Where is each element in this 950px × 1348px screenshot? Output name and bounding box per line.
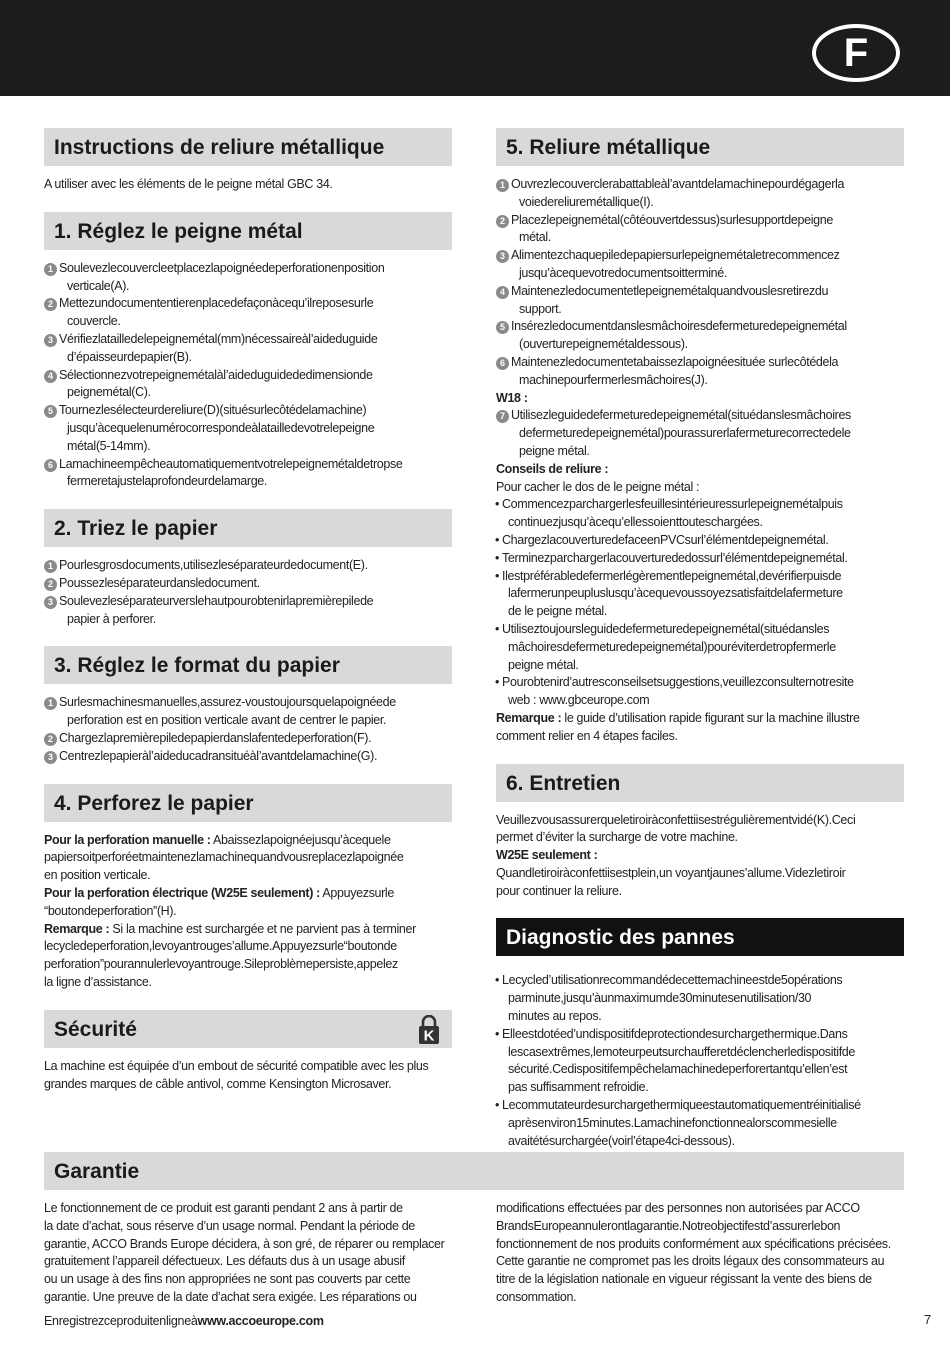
step-text: Soulevezleséparateurverslehautpourobtenirlapremièrepilede	[59, 593, 374, 608]
bullet-text: web : www.gbceurope.com	[508, 693, 650, 708]
numbered-step	[44, 367, 452, 403]
step-text: peigne métal.	[519, 443, 590, 458]
garantie-left-text	[44, 1200, 452, 1307]
bullet-text: • ChargezlacouverturedefaceenPVCsurl’élémentdepeignemétal.	[502, 532, 829, 547]
bullet-text: • Ilestpréférabledefermerlégèrementlepeignemétal,devérifierpuisde	[502, 568, 842, 583]
step-number-icon: 4	[496, 286, 509, 299]
svg-text:K: K	[423, 1027, 435, 1045]
step-list	[496, 176, 904, 390]
numbered-step	[44, 730, 452, 748]
section-heading: 1. Réglez le peigne métal	[44, 212, 452, 250]
bullet-text: • Pourobtenird’autresconseilsetsuggestions,veuillezconsulternotresite	[502, 675, 854, 690]
paragraph: Pour la perforation manuelle : Abaissezlapoignéejusqu’àcequele papiersoitperforéetmaintenezlamachinequandvousreplacezlapoignée en position verticale.	[44, 832, 404, 883]
step-number-icon: 6	[496, 357, 509, 370]
numbered-step	[496, 212, 904, 248]
step-text: métal(5-14mm).	[67, 438, 151, 453]
text-line: titre de la législation nationale en vigueur régissant la vente des biens de	[496, 1272, 872, 1287]
step-text: Vérifiezlatailledelepeignemétal(mm)nécessaireàl’aideduguide	[59, 331, 378, 346]
remarque: Remarque : le guide d’utilisation rapide figurant sur la machine illustre comment relier en 4 étapes faciles.	[496, 710, 860, 743]
step-text: Insérezledocumentdanslesmâchoiresdefermeturedepeignemétal	[511, 319, 847, 334]
bullet-text: pas suffisamment refroidie.	[508, 1080, 649, 1095]
numbered-step	[496, 354, 904, 390]
step-text: Soulevezlecouvercleetplacezlapoignéedeperforationenposition	[59, 260, 385, 275]
bullet-list	[496, 972, 904, 1150]
section-6	[496, 764, 904, 901]
text-line: grandes marques de câble antivol, comme Kensington Microsaver.	[44, 1076, 392, 1091]
section-heading: 6. Entretien	[496, 764, 904, 802]
bullet-item	[496, 972, 904, 1025]
step-text: Maintenezledocumentetabaissezlapoignéesituée surlecôtédela	[511, 354, 839, 369]
step-number-icon: 3	[44, 334, 57, 347]
section-5	[496, 128, 904, 746]
language-badge: F	[812, 24, 900, 82]
step-text: machinepourfermerlesmâchoires(J).	[519, 372, 708, 387]
section-1	[44, 212, 452, 491]
step-list	[44, 694, 452, 765]
bullet-list	[496, 496, 904, 710]
numbered-step	[44, 593, 452, 629]
step-number-icon: 2	[496, 215, 509, 228]
bullet-text: • Commencezparchargerlesfeuillesintérieuressurlepeignemétalpuis	[502, 497, 843, 512]
step-text: Ouvrezlecouverclerabattableàl’avantdelamachinepourdégagerla	[511, 177, 845, 191]
conseils-label: Conseils de reliure :	[496, 461, 609, 476]
section-heading: Garantie	[44, 1152, 904, 1190]
bullet-item	[496, 674, 904, 710]
text-line: permet d’éviter la surcharge de votre machine.	[496, 830, 738, 845]
step-text: Tournezlesélecteurdereliure(D)(situésurlecôtédelamachine)	[59, 403, 367, 418]
step-number-icon: 4	[44, 370, 57, 383]
bullet-text: • Lecommutateurdesurchargethermiqueestautomatiquementréinitialisé	[502, 1098, 861, 1113]
numbered-step	[496, 247, 904, 283]
step-text: papier à perforer.	[67, 611, 156, 626]
text-line: fonctionnement de nos produits conformément aux spécifications précisées.	[496, 1236, 891, 1251]
step-number-icon: 2	[44, 578, 57, 591]
bullet-text: lafermerunpeupluslusqu’àcequevoussoyezsatisfaitdelafermeture	[508, 586, 843, 601]
bullet-text: de le peigne métal.	[508, 604, 607, 619]
bullet-item	[496, 496, 904, 532]
bullet-text: mâchoiresdefermeturedepeignemétal)pouréviterdetropfermerle	[508, 639, 836, 654]
section-3	[44, 646, 452, 765]
step-text: Placezlepeignemétal(côtéouvertdessus)surlesupportdepeigne	[511, 212, 833, 227]
bullet-item	[496, 1026, 904, 1097]
text-line: garantie, ACCO Brands Europe décidera, à son gré, de réparer ou remplacer	[44, 1236, 445, 1251]
numbered-step	[44, 331, 452, 367]
numbered-step	[496, 283, 904, 319]
text-line: la date d’achat, sous réserve d’un usage normal. Pendant la période de	[44, 1218, 415, 1233]
bullet-item	[496, 532, 904, 550]
bullet-text: continuezjusqu’àcequ’ellessoienttoutesch​argées.	[508, 515, 763, 530]
step-text: Mettezundocumententierenplacedefaçonàcequ’ilreposesurle	[59, 296, 374, 311]
step-text: Poussezleséparateurdansledocument.	[59, 575, 260, 590]
numbered-step	[44, 694, 452, 730]
top-banner	[0, 0, 950, 96]
text-line: pour continuer la reliure.	[496, 883, 622, 898]
step-text: Maintenezledocumentetlepeignemétalquandvouslesretirezdu	[511, 283, 829, 298]
numbered-step	[496, 318, 904, 354]
text-line: Cette garantie ne compromet pas les droits légaux des consommateurs au	[496, 1254, 885, 1269]
step-text: Sélectionnezvotrepeignemétalàl’aideduguidededimensionde	[59, 367, 373, 382]
section-garantie	[44, 1152, 904, 1190]
step-number-icon: 1	[44, 560, 57, 573]
step-text: peignemétal(C).	[67, 385, 151, 400]
step-number-icon: 5	[44, 405, 57, 418]
bullet-text: • Lecycled’utilisationrecommandédecettemachineestde5opérations	[502, 973, 843, 988]
numbered-step	[44, 748, 452, 766]
paragraph: Pour la perforation électrique (W25E seulement) : Appuyezsurle “boutondeperforation”(H).	[44, 885, 394, 918]
numbered-step	[44, 456, 452, 492]
step-list	[44, 260, 452, 491]
section-5-body	[496, 176, 904, 746]
bullet-text: minutes au repos.	[508, 1009, 602, 1024]
register-link[interactable]: www.accoeurope.com	[197, 1314, 324, 1328]
securite-body	[44, 1058, 452, 1094]
step-list	[496, 407, 904, 460]
section-heading: Diagnostic des pannes	[496, 918, 904, 956]
section-instructions	[44, 128, 452, 194]
bullet-text: sécurité.Cedispositifempêchelamachinedeperforertantqu’ellen’est	[508, 1062, 848, 1077]
step-number-icon: 3	[44, 751, 57, 764]
section-6-body	[496, 812, 904, 901]
numbered-step	[496, 176, 904, 212]
step-text: Lamachineempêcheautomatiquementvotrelepeignemétaldetropse	[59, 456, 403, 471]
page-number: 7	[924, 1312, 932, 1327]
step-text: defermeturedepeignemétal)pourassurerlafermeturecorrectedele	[519, 426, 851, 441]
step-list	[44, 557, 452, 628]
text-line: garantie. Une preuve de la date d’achat sera exigée. Les réparations ou	[44, 1289, 417, 1304]
numbered-step	[44, 575, 452, 593]
step-text: couvercle.	[67, 314, 121, 329]
bullet-text: aprèsenviron15minutes.Lamachinefonctionnealorscommesielle	[508, 1115, 837, 1130]
step-text: voiedereliuremétallique(I).	[519, 194, 654, 209]
step-number-icon: 7	[496, 410, 509, 423]
step-text: Alimentezchaquepiledepapiersurlepeignemétaletrecommencez	[511, 248, 840, 263]
bullet-text: lescasextrêmes,lemoteurpeutsurchaufferetdéclencherledispositifde	[508, 1044, 856, 1059]
left-column	[44, 128, 452, 1111]
paragraph: Remarque : Si la machine est surchargée et ne parvient pas à terminer lecycledeperforation,levoyantrouges’allume.Appuyezsurle“boutonde perforation”pourannulerlevoyantrouge.Sileproblèmepersiste,appelez la ligne d’assistance.	[44, 921, 416, 989]
step-text: perforation est en position verticale avant de centrer le papier.	[67, 713, 387, 728]
step-number-icon: 1	[44, 263, 57, 276]
text-line: La machine est équipée d’un embout de sécurité compatible avec les plus	[44, 1058, 429, 1073]
step-number-icon: 1	[44, 697, 57, 710]
step-text: Surlesmachinesmanuelles,assurez-voustoujoursquelapoignéede	[59, 695, 396, 710]
step-text: Utilisezleguidedefermeturedepeignemétal(situédanslesmâchoires	[511, 408, 851, 423]
section-2	[44, 509, 452, 628]
conseils-intro: Pour cacher le dos de le peigne métal :	[496, 479, 700, 494]
bullet-text: • Elleestdotéed’undispositifdeprotectiondesurchargethermique.Dans	[502, 1026, 848, 1041]
w18-label: W18 :	[496, 390, 528, 405]
intro-text: A utiliser avec les éléments de le peigne métal GBC 34.	[44, 177, 333, 191]
text-line: Veuillezvousassurerqueletiroiràconfettiisestrégulièrementvidé(K).Ceci	[496, 812, 856, 827]
bullet-text: avaitétésurchargée(voirl’étape4ci-dessous).	[508, 1133, 735, 1148]
step-number-icon: 1	[496, 179, 509, 192]
bullet-text: • Utilisezt​oujoursleguidedefermeturedepeignemétal(situédansles	[502, 621, 830, 636]
step-text: métal.	[519, 230, 551, 245]
numbered-step	[44, 295, 452, 331]
bullet-item	[496, 568, 904, 621]
step-text: verticale(A).	[67, 278, 130, 293]
step-text: support.	[519, 301, 562, 316]
right-column	[496, 128, 904, 1168]
section-securite	[44, 1010, 452, 1094]
step-text: jusqu’àcequelenumérocorrespondeàlatailledevotrelepeigne	[67, 420, 375, 435]
text-line: ou un usage à des fins non appropriées ne sont pas couverts par cette	[44, 1272, 411, 1287]
kensington-lock-icon	[418, 1015, 440, 1045]
bullet-item	[496, 550, 904, 568]
bullet-item	[496, 1097, 904, 1150]
text-line: Le fonctionnement de ce produit est garanti pendant 2 ans à partir de	[44, 1201, 403, 1215]
w25e-label: W25E seulement :	[496, 848, 598, 863]
text-line: Quandletiroiràconfettiisestplein,un voyantjaunes’allume.Videzletiroir	[496, 865, 846, 880]
text-line: consommation.	[496, 1289, 577, 1304]
step-text: fermeretajustelaprofondeurdelamarge.	[67, 474, 268, 489]
section-heading: 5. Reliure métallique	[496, 128, 904, 166]
bullet-item	[496, 621, 904, 674]
bullet-text: parminute,jusqu’àunmaximumde30minutesenutilisation/30	[508, 991, 812, 1006]
numbered-step	[44, 557, 452, 575]
section-diagnostic	[496, 918, 904, 1150]
section-heading: 4. Perforez le papier	[44, 784, 452, 822]
section-heading: Instructions de reliure métallique	[44, 128, 452, 166]
bullet-text: peigne métal.	[508, 657, 579, 672]
step-text: d’épaisseurdepapier(B).	[67, 349, 192, 364]
section-heading: Sécurité K	[44, 1010, 452, 1048]
bullet-text: • Terminezparchargerlacouverturededossurl’élémentdepeignemétal.	[502, 550, 848, 565]
step-number-icon: 6	[44, 459, 57, 472]
numbered-step	[44, 402, 452, 455]
step-number-icon: 3	[496, 250, 509, 263]
text-line: modifications effectuées par des personnes non autorisées par ACCO	[496, 1201, 860, 1215]
step-number-icon: 3	[44, 596, 57, 609]
numbered-step	[496, 407, 904, 460]
step-text: Centrezlepapieràl’aideducadransituéàl’avantdelamachine(G).	[59, 748, 378, 763]
step-text: Pourlesgrosdocuments,utilisezleséparateurdedocument(E).	[59, 558, 368, 573]
text-line: gratuitement l’appareil défectueux. Les défauts dus à un usage abusif	[44, 1254, 405, 1269]
text-line: BrandsEuropeannulerontlagarantie.Notreobjectifestd’assurerlebon	[496, 1218, 841, 1233]
step-text: Chargezlapremièrepiledepapierdanslafentedeperforation(F).	[59, 730, 372, 745]
step-number-icon: 2	[44, 298, 57, 311]
section-4-body	[44, 832, 452, 992]
step-text: jusqu’àcequevotredocumentsoitterminé.	[519, 265, 728, 280]
step-text: (ouverturepeignemétaldessous).	[519, 337, 688, 352]
section-heading: 2. Triez le papier	[44, 509, 452, 547]
step-number-icon: 2	[44, 733, 57, 746]
numbered-step	[44, 260, 452, 296]
garantie-right-text	[496, 1200, 904, 1307]
step-number-icon: 5	[496, 321, 509, 334]
section-heading: 3. Réglez le format du papier	[44, 646, 452, 684]
register-note: Enregistrezceproduitenligneàwww.accoeurope.com	[44, 1314, 324, 1328]
section-4	[44, 784, 452, 992]
